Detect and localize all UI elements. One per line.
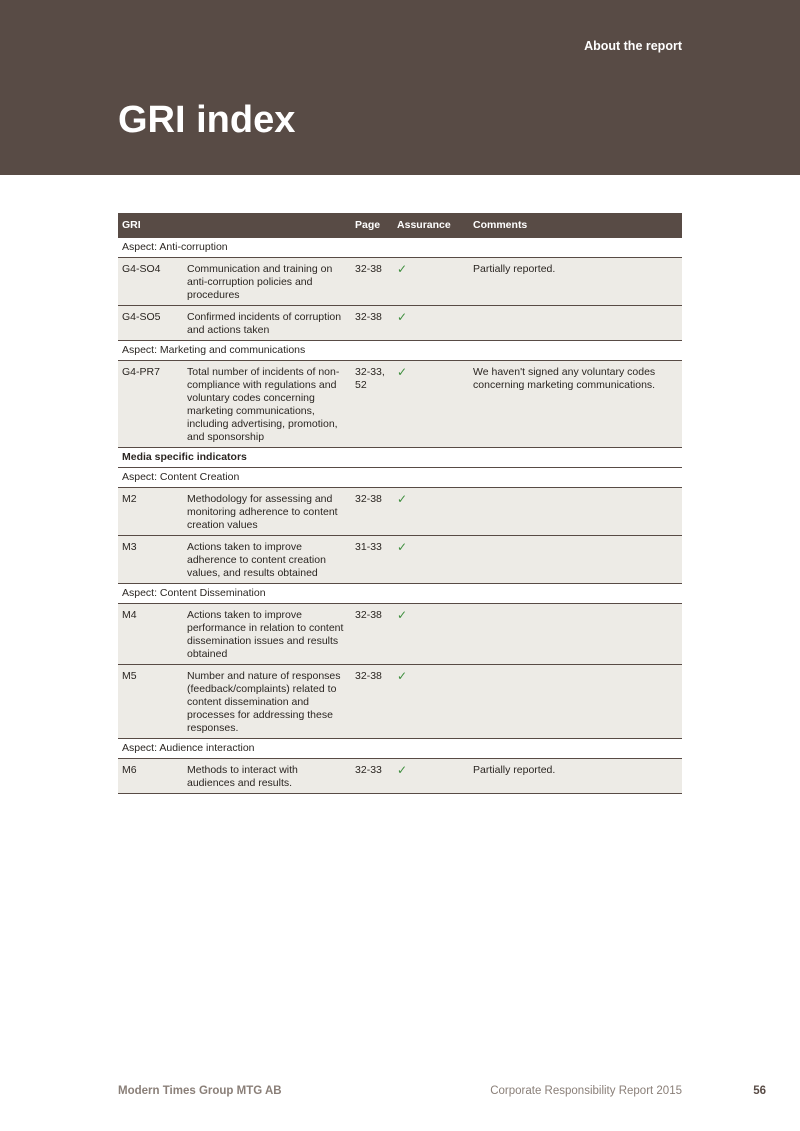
indicator-description: Total number of incidents of non-compliance with regulations and voluntary codes concerning marketing communications, including advertising, promotion, and sponsorship — [183, 361, 351, 448]
indicator-description: Number and nature of responses (feedback/complaints) related to content dissemination and processes for addressing these responses. — [183, 665, 351, 739]
indicator-code: G4-SO4 — [118, 258, 183, 306]
table-row — [118, 604, 682, 665]
indicator-description: Methodology for assessing and monitoring adherence to content creation values — [183, 488, 351, 536]
table-row — [118, 759, 682, 794]
section-heading-row — [118, 448, 682, 468]
footer-company: Modern Times Group MTG AB — [118, 1085, 282, 1097]
comment — [469, 306, 682, 341]
table-row — [118, 536, 682, 584]
footer-report-title: Corporate Responsibility Report 2015 — [490, 1085, 682, 1097]
aspect-label: Aspect: Content Creation — [118, 468, 682, 488]
aspect-label: Aspect: Marketing and communications — [118, 341, 682, 361]
comment — [469, 536, 682, 584]
checkmark-icon: ✓ — [397, 262, 408, 276]
page-number: 56 — [753, 1085, 766, 1097]
table-row — [118, 361, 682, 448]
table-row — [118, 306, 682, 341]
comment: We haven't signed any voluntary codes concerning marketing communications. — [469, 361, 682, 448]
comment: Partially reported. — [469, 759, 682, 794]
assurance-cell — [393, 361, 469, 448]
column-header-assurance: Assurance — [393, 213, 469, 238]
assurance-cell — [393, 536, 469, 584]
indicator-description: Actions taken to improve adherence to content creation values, and results obtained — [183, 536, 351, 584]
checkmark-icon: ✓ — [397, 365, 408, 379]
page-reference: 32-38 — [351, 488, 393, 536]
page-reference: 32-38 — [351, 306, 393, 341]
aspect-label: Aspect: Content Dissemination — [118, 584, 682, 604]
assurance-cell — [393, 604, 469, 665]
section-label: About the report — [584, 39, 682, 53]
indicator-code: G4-PR7 — [118, 361, 183, 448]
indicator-code: G4-SO5 — [118, 306, 183, 341]
indicator-code: M4 — [118, 604, 183, 665]
aspect-row — [118, 739, 682, 759]
page-reference: 32-38 — [351, 604, 393, 665]
page-reference: 31-33 — [351, 536, 393, 584]
indicator-code: M6 — [118, 759, 183, 794]
column-header-comments: Comments — [469, 213, 682, 238]
indicator-description: Communication and training on anti-corruption policies and procedures — [183, 258, 351, 306]
table-header-row — [118, 213, 682, 238]
gri-index-table — [118, 213, 682, 794]
assurance-cell — [393, 306, 469, 341]
indicator-description: Actions taken to improve performance in relation to content dissemination issues and results obtained — [183, 604, 351, 665]
checkmark-icon: ✓ — [397, 608, 408, 622]
page-reference: 32-33, 52 — [351, 361, 393, 448]
indicator-description: Confirmed incidents of corruption and actions taken — [183, 306, 351, 341]
checkmark-icon: ✓ — [397, 540, 408, 554]
checkmark-icon: ✓ — [397, 763, 408, 777]
assurance-cell — [393, 258, 469, 306]
aspect-row — [118, 341, 682, 361]
page-reference: 32-38 — [351, 258, 393, 306]
section-heading: Media specific indicators — [118, 448, 682, 468]
page-reference: 32-33 — [351, 759, 393, 794]
indicator-code: M3 — [118, 536, 183, 584]
table-body — [118, 238, 682, 794]
comment: Partially reported. — [469, 258, 682, 306]
page-reference: 32-38 — [351, 665, 393, 739]
table-row — [118, 488, 682, 536]
comment — [469, 488, 682, 536]
page-title: GRI index — [118, 99, 296, 141]
aspect-row — [118, 468, 682, 488]
comment — [469, 665, 682, 739]
comment — [469, 604, 682, 665]
column-header-page: Page — [351, 213, 393, 238]
checkmark-icon: ✓ — [397, 669, 408, 683]
aspect-row — [118, 238, 682, 258]
checkmark-icon: ✓ — [397, 310, 408, 324]
aspect-label: Aspect: Anti-corruption — [118, 238, 682, 258]
indicator-code: M5 — [118, 665, 183, 739]
aspect-label: Aspect: Audience interaction — [118, 739, 682, 759]
header-banner — [0, 0, 800, 175]
assurance-cell — [393, 759, 469, 794]
indicator-description: Methods to interact with audiences and results. — [183, 759, 351, 794]
assurance-cell — [393, 488, 469, 536]
table-row — [118, 258, 682, 306]
column-header-gri: GRI — [118, 213, 351, 238]
indicator-code: M2 — [118, 488, 183, 536]
assurance-cell — [393, 665, 469, 739]
aspect-row — [118, 584, 682, 604]
checkmark-icon: ✓ — [397, 492, 408, 506]
table-row — [118, 665, 682, 739]
